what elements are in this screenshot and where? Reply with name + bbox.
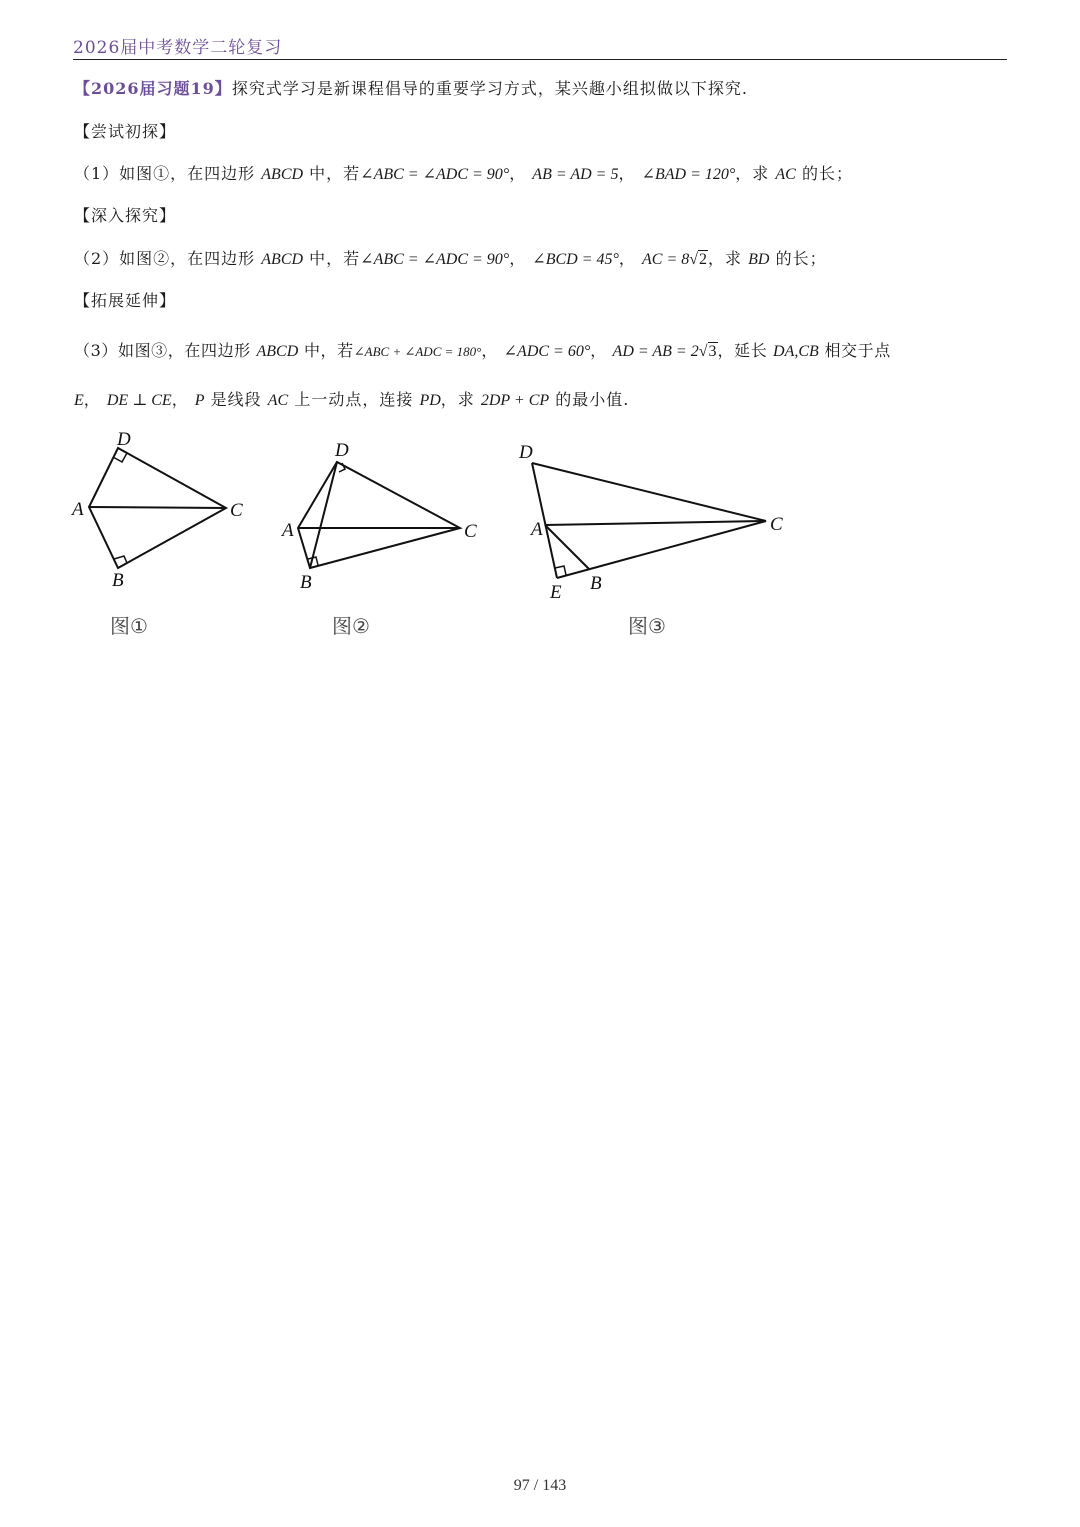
q3-cond3-root: 3: [708, 343, 717, 360]
fig1-label-d: D: [117, 429, 131, 450]
geometry-figures: [0, 420, 1080, 610]
q3-p-def: 是线段: [210, 390, 262, 409]
q3-point-e: E: [74, 392, 84, 409]
q1-target: AC: [775, 166, 796, 183]
fig2-label-c: C: [464, 521, 477, 542]
fig2-quadrilateral: [298, 462, 460, 568]
q3-ext: ，延长: [717, 341, 768, 360]
fig2-label-b: B: [300, 572, 312, 593]
section1-title: 【尝试初探】: [74, 122, 177, 141]
fig1-caption: 图①: [110, 614, 148, 638]
fig3-label-b: B: [590, 573, 602, 594]
fig2-caption: 图②: [332, 614, 370, 638]
problem-tag: 【2026届习题19】: [74, 79, 232, 98]
problem-intro: [74, 76, 748, 99]
q1-ask: ，求: [735, 164, 770, 183]
q2-mid: 中，若: [309, 249, 361, 268]
q3-target: 2DP + CP: [480, 392, 550, 409]
q1-cond3: ∠BAD = 120°: [641, 166, 736, 183]
fig2-diagonal-bd: [310, 462, 337, 568]
q2-cond2: ∠BCD = 45°: [532, 251, 619, 268]
q3-cond3: AD = AB = 2√3: [612, 343, 717, 360]
q3-ask: ，求: [440, 390, 475, 409]
q2-suffix: 的长；: [775, 249, 827, 268]
fig2-label-d: D: [335, 440, 349, 461]
intro-text: 探究式学习是新课程倡导的重要学习方式，某兴趣小组拟做以下探究.: [231, 79, 748, 98]
fig1-diagonal-ac: [89, 507, 226, 508]
running-header: 2026届中考数学二轮复习: [73, 38, 283, 58]
q2-prefix: （2）如图②，在四边形: [74, 249, 256, 268]
q3-mid: 中，若: [303, 341, 354, 360]
section3-title: 【拓展延伸】: [74, 291, 177, 310]
q2-cond1: ∠ABC = ∠ADC = 90°: [360, 251, 510, 268]
fig3-side-ab: [545, 525, 589, 569]
fig3-label-a: A: [531, 519, 543, 540]
q2-target: BD: [748, 251, 770, 268]
question-3-line-1: （3）如图③，在四边形 ABCD 中，若∠ABC + ∠ADC = 180°， ∠ADC = 60°， AD = AB = 2√3，延长 DA,CB 相交于点: [74, 341, 891, 360]
question-3-line-2: E， DE ⊥ CE， P 是线段 AC 上一动点，连接 PD，求 2DP + CP 的最小值.: [74, 390, 630, 409]
q2-cond3: AC = 8√2: [642, 251, 708, 268]
q3-quad: ABCD: [256, 343, 299, 360]
q2-quad: ABCD: [261, 251, 304, 268]
q3-ext-tail: 相交于点: [824, 341, 891, 360]
q3-perp: DE ⊥ CE: [106, 392, 172, 409]
fig3-label-c: C: [770, 514, 783, 535]
q3-ext-lines: DA,CB: [773, 343, 819, 360]
figure-2-diagram: [298, 462, 460, 568]
fig1-label-a: A: [72, 499, 84, 520]
fig3-caption: 图③: [628, 614, 666, 638]
fig3-diagonal-ac: [545, 521, 766, 525]
q3-p-conn: PD: [419, 392, 441, 409]
figure-3-diagram: [532, 463, 766, 578]
q1-quad: ABCD: [261, 166, 304, 183]
figure-1-diagram: [89, 448, 226, 568]
q3-cond3-left: AD = AB = 2: [612, 343, 699, 360]
q2-cond3-root: 2: [699, 251, 708, 268]
q1-mid: 中，若: [309, 164, 361, 183]
fig3-side-dc: [532, 463, 766, 521]
q2-cond3-left: AC = 8: [642, 251, 690, 268]
q3-suffix: 的最小值.: [555, 390, 630, 409]
q3-cond1: ∠ABC + ∠ADC = 180°: [353, 344, 482, 359]
page-number: 97 / 143: [513, 1477, 567, 1494]
q1-suffix: 的长；: [801, 164, 853, 183]
fig1-label-b: B: [112, 570, 124, 591]
fig1-label-c: C: [230, 500, 243, 521]
fig2-label-a: A: [282, 520, 294, 541]
question-2: （2）如图②，在四边形 ABCD 中，若∠ABC = ∠ADC = 90°， ∠BCD = 45°， AC = 8√2，求 BD 的长；: [74, 249, 827, 268]
q3-p-seg: AC: [267, 392, 289, 409]
fig3-label-e: E: [550, 582, 562, 603]
header-divider: [73, 59, 1007, 60]
section2-title: 【深入探究】: [74, 206, 177, 225]
q1-prefix: （1）如图①，在四边形: [74, 164, 256, 183]
q3-p: P: [194, 392, 205, 409]
q3-cond2: ∠ADC = 60°: [503, 343, 591, 360]
q1-cond1: ∠ABC = ∠ADC = 90°: [360, 166, 510, 183]
q1-cond2: AB = AD = 5: [532, 166, 619, 183]
q3-prefix: （3）如图③，在四边形: [74, 341, 251, 360]
question-1: （1）如图①，在四边形 ABCD 中，若∠ABC = ∠ADC = 90°， AB = AD = 5， ∠BAD = 120°，求 AC 的长；: [74, 164, 853, 183]
q2-ask: ，求: [708, 249, 743, 268]
fig3-label-d: D: [519, 442, 533, 463]
q3-p-def-c: 上一动点，连接: [294, 390, 414, 409]
